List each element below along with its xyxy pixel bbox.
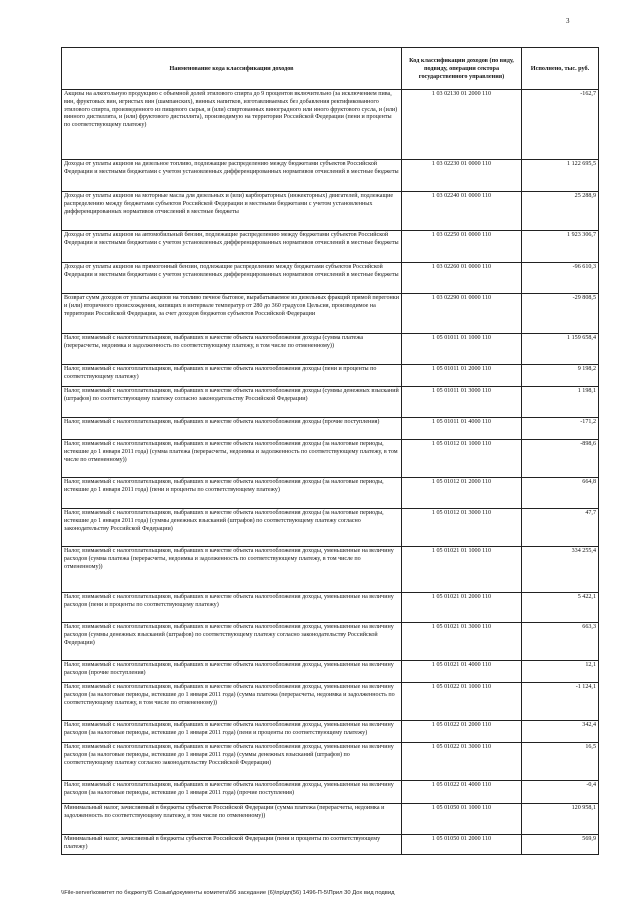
table-row	[62, 192, 599, 231]
row-code-cell: 1 03 02230 01 0000 110	[402, 160, 522, 192]
revenue-table	[61, 47, 599, 855]
row-name-cell: Налог, взимаемый с налогоплательщиков, выбравших в качестве объекта налогообложения доходы (прочие поступления)	[62, 418, 402, 440]
row-name-cell: Доходы от уплаты акцизов на автомобильный бензин, подлежащие распределению между бюджетами субъектов Российской Федерации и местными бюджетами с учетом установленных дифференцированных нормативов отчислений в местные бюджеты	[62, 231, 402, 263]
table-row	[62, 231, 599, 263]
row-code-cell: 1 05 01012 01 2000 110	[402, 478, 522, 509]
row-name-cell: Минимальный налог, зачисляемый в бюджеты субъектов Российской Федерации (сумма платежа (перерасчеты, недоимка и задолженность по соответствующему платежу, в том числе по отмененному))	[62, 804, 402, 835]
table-row	[62, 90, 599, 160]
row-value-cell: 334 255,4	[522, 547, 599, 593]
row-code-cell: 1 05 01012 01 3000 110	[402, 509, 522, 547]
table-row	[62, 263, 599, 294]
row-value-cell: 1 159 658,4	[522, 334, 599, 365]
table-row	[62, 683, 599, 721]
row-code-cell: 1 05 01021 01 1000 110	[402, 547, 522, 593]
row-code-cell: 1 03 02260 01 0000 110	[402, 263, 522, 294]
table-row	[62, 387, 599, 418]
row-value-cell: 663,3	[522, 623, 599, 661]
row-code-cell: 1 03 02250 01 0000 110	[402, 231, 522, 263]
table-row	[62, 721, 599, 743]
table-row	[62, 804, 599, 835]
row-name-cell: Доходы от уплаты акцизов на прямогонный бензин, подлежащие распределению между бюджетами субъектов Российской Федерации и местными бюджетами с учетом установленных дифференцированных нормативов отчислений в местные бюджеты	[62, 263, 402, 294]
table-row	[62, 593, 599, 623]
row-value-cell: -1 124,1	[522, 683, 599, 721]
table-row	[62, 365, 599, 387]
row-code-cell: 1 05 01011 01 1000 110	[402, 334, 522, 365]
row-name-cell: Доходы от уплаты акцизов на дизельное топливо, подлежащие распределению между бюджетами субъектов Российской Федерации и местными бюджетами с учетом установленных дифференцированных нормативов отчислений в местные бюджеты	[62, 160, 402, 192]
row-value-cell: -29 808,5	[522, 294, 599, 334]
table-row	[62, 623, 599, 661]
row-name-cell: Налог, взимаемый с налогоплательщиков, выбравших в качестве объекта налогообложения доходы, уменьшенные на величину расходов (прочие поступления)	[62, 661, 402, 683]
row-code-cell: 1 05 01022 01 4000 110	[402, 781, 522, 804]
row-name-cell: Налог, взимаемый с налогоплательщиков, выбравших в качестве объекта налогообложения доходы (сумма платежа (перерасчеты, недоимка и задолженность по соответствующему платежу, в том числе по отмененному))	[62, 334, 402, 365]
row-value-cell: 5 422,1	[522, 593, 599, 623]
row-code-cell: 1 03 02290 01 0000 110	[402, 294, 522, 334]
row-name-cell: Налог, взимаемый с налогоплательщиков, выбравших в качестве объекта налогообложения доходы (пени и проценты по соответствующему платежу)	[62, 365, 402, 387]
row-value-cell: 664,8	[522, 478, 599, 509]
table-row	[62, 509, 599, 547]
row-name-cell: Налог, взимаемый с налогоплательщиков, выбравших в качестве объекта налогообложения доходы (за налоговые периоды, истекшие до 1 января 2011 года) (суммы денежных взысканий (штрафов) по соответствующему платежу согласно законодательству Российской Федерации)	[62, 509, 402, 547]
row-code-cell: 1 05 01050 01 2000 110	[402, 835, 522, 855]
row-name-cell: Налог, взимаемый с налогоплательщиков, выбравших в качестве объекта налогообложения доходы (за налоговые периоды, истекшие до 1 января 2011 года) (сумма платежа (перерасчеты, недоимка и задолженность по соответствующему платежу, в том числе по отмененному))	[62, 440, 402, 478]
row-value-cell: -96 610,3	[522, 263, 599, 294]
table-row	[62, 440, 599, 478]
row-name-cell: Возврат сумм доходов от уплаты акцизов на топливо печное бытовое, вырабатываемое из дизельных фракций прямой перегонки и (или) вторичного происхождения, кипящих в интервале температур от 280 до 360 градусов Цельсия, производимое на территории Российской Федерации, за счет доходов бюджетов субъектов Российской Федерации	[62, 294, 402, 334]
row-value-cell: 569,9	[522, 835, 599, 855]
row-value-cell: 342,4	[522, 721, 599, 743]
table-row	[62, 547, 599, 593]
row-code-cell: 1 05 01011 01 4000 110	[402, 418, 522, 440]
row-value-cell: 120 958,1	[522, 804, 599, 835]
page-number: 3	[566, 17, 570, 25]
row-code-cell: 1 03 02240 01 0000 110	[402, 192, 522, 231]
row-code-cell: 1 03 02130 01 2000 110	[402, 90, 522, 160]
row-value-cell: 1 122 695,5	[522, 160, 599, 192]
table-row	[62, 294, 599, 334]
row-value-cell: -0,4	[522, 781, 599, 804]
table-row	[62, 334, 599, 365]
header-code-col: Код классификации доходов (по виду, подвиду, операции сектора государственного управления)	[402, 48, 522, 90]
table-row	[62, 781, 599, 804]
table-header-row	[62, 48, 599, 90]
row-value-cell: 1 923 306,7	[522, 231, 599, 263]
row-value-cell: 16,5	[522, 743, 599, 781]
row-code-cell: 1 05 01022 01 2000 110	[402, 721, 522, 743]
row-value-cell: -171,2	[522, 418, 599, 440]
row-code-cell: 1 05 01021 01 2000 110	[402, 593, 522, 623]
row-name-cell: Налог, взимаемый с налогоплательщиков, выбравших в качестве объекта налогообложения доходы, уменьшенные на величину расходов (суммы денежных взысканий (штрафов) по соответствующему платежу согласно законодательству Российской Федерации)	[62, 623, 402, 661]
row-value-cell: -898,6	[522, 440, 599, 478]
row-code-cell: 1 05 01011 01 3000 110	[402, 387, 522, 418]
row-code-cell: 1 05 01021 01 3000 110	[402, 623, 522, 661]
row-name-cell: Налог, взимаемый с налогоплательщиков, выбравших в качестве объекта налогообложения доходы, уменьшенные на величину расходов (сумма платежа (перерасчеты, недоимка и задолженность по соответствующему платежу, в том числе по отмененному))	[62, 547, 402, 593]
row-name-cell: Налог, взимаемый с налогоплательщиков, выбравших в качестве объекта налогообложения доходы, уменьшенные на величину расходов (за налоговые периоды, истекшие до 1 января 2011 года) (пени и проценты по соответствующему платежу)	[62, 721, 402, 743]
row-code-cell: 1 05 01022 01 3000 110	[402, 743, 522, 781]
row-value-cell: 9 198,2	[522, 365, 599, 387]
row-value-cell: 1 198,1	[522, 387, 599, 418]
header-name-col: Наименование кода классификации доходов	[62, 48, 402, 90]
row-value-cell: 12,1	[522, 661, 599, 683]
table-row	[62, 418, 599, 440]
row-value-cell: 25 288,9	[522, 192, 599, 231]
row-name-cell: Налог, взимаемый с налогоплательщиков, выбравших в качестве объекта налогообложения доходы, уменьшенные на величину расходов (за налоговые периоды, истекшие до 1 января 2011 года) (прочие поступления)	[62, 781, 402, 804]
row-name-cell: Доходы от уплаты акцизов на моторные масла для дизельных и (или) карбюраторных (инжекторных) двигателей, подлежащие распределению между бюджетами субъектов Российской Федерации и местными бюджетами с учетом установленных дифференцированных нормативов отчислений в местные бюджеты	[62, 192, 402, 231]
row-code-cell: 1 05 01011 01 2000 110	[402, 365, 522, 387]
table-row	[62, 160, 599, 192]
row-name-cell: Налог, взимаемый с налогоплательщиков, выбравших в качестве объекта налогообложения доходы, уменьшенные на величину расходов (за налоговые периоды, истекшие до 1 января 2011 года) (суммы денежных взысканий (штрафов) по соответствующему платежу согласно законодательству Российской Федерации)	[62, 743, 402, 781]
row-value-cell: -162,7	[522, 90, 599, 160]
table-row	[62, 835, 599, 855]
row-name-cell: Налог, взимаемый с налогоплательщиков, выбравших в качестве объекта налогообложения доходы, уменьшенные на величину расходов (за налоговые периоды, истекшие до 1 января 2011 года) (сумма платежа (перерасчеты, недоимка и задолженность по соответствующему платежу, в том числе по отмененному))	[62, 683, 402, 721]
row-code-cell: 1 05 01012 01 1000 110	[402, 440, 522, 478]
row-name-cell: Акцизы на алкогольную продукцию с объемной долей этилового спирта до 9 процентов включительно (за исключением пива, вин, фруктовых вин, игристых вин (шампанских), винных напитков, изготавливаемых без добавления ректификованного этилового спирта, произведенного из пищевого сырья, и (или) спиртованных виноградного или иного фруктового сусла, и (или) винного дистиллята, и (или) фруктового дистиллята), производимую на территории Российской Федерации (пени и проценты по соответствующему платежу)	[62, 90, 402, 160]
file-path-footer: \\File-server\комитет по бюджету\5 Созыв\документы комитета\56 заседание (6)\пр\дп(56) 1496-П-5\Прил 30 Дох вид подвид	[61, 890, 395, 896]
table-row	[62, 661, 599, 683]
row-value-cell: 47,7	[522, 509, 599, 547]
table-row	[62, 743, 599, 781]
row-code-cell: 1 05 01050 01 1000 110	[402, 804, 522, 835]
row-name-cell: Налог, взимаемый с налогоплательщиков, выбравших в качестве объекта налогообложения доходы (за налоговые периоды, истекшие до 1 января 2011 года) (пени и проценты по соответствующему платежу)	[62, 478, 402, 509]
row-name-cell: Налог, взимаемый с налогоплательщиков, выбравших в качестве объекта налогообложения доходы (суммы денежных взысканий (штрафов) по соответствующему платежу согласно законодательству Российской Федерации)	[62, 387, 402, 418]
row-name-cell: Налог, взимаемый с налогоплательщиков, выбравших в качестве объекта налогообложения доходы, уменьшенные на величину расходов (пени и проценты по соответствующему платежу)	[62, 593, 402, 623]
row-code-cell: 1 05 01022 01 1000 110	[402, 683, 522, 721]
row-code-cell: 1 05 01021 01 4000 110	[402, 661, 522, 683]
header-value-col: Исполнено, тыс. руб.	[522, 48, 599, 90]
row-name-cell: Минимальный налог, зачисляемый в бюджеты субъектов Российской Федерации (пени и проценты по соответствующему платежу)	[62, 835, 402, 855]
table-row	[62, 478, 599, 509]
